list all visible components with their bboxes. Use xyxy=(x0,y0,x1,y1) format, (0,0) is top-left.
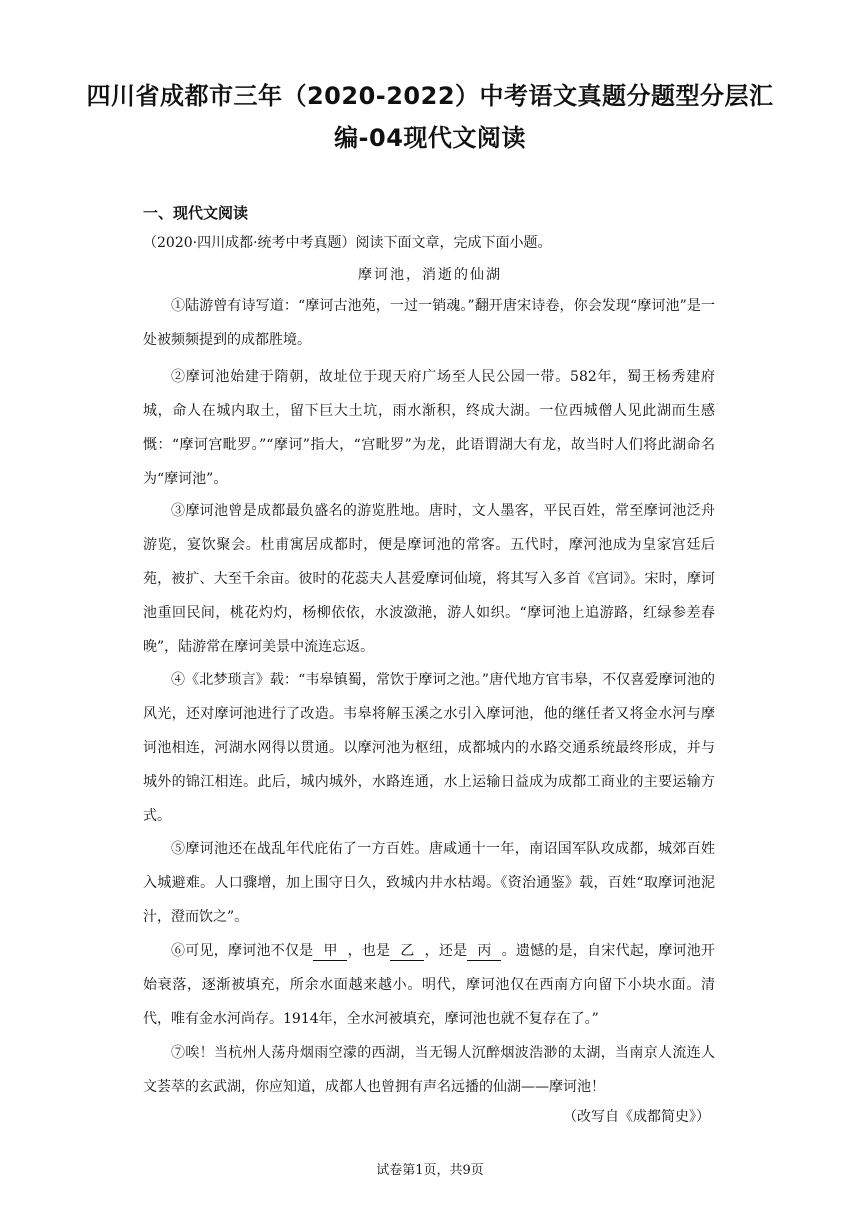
fill-blank-yi: 乙 xyxy=(390,942,424,961)
article-paragraph-7: ⑦唉！当杭州人荡舟烟雨空濛的西湖，当无锡人沉醉烟波浩渺的太湖，当南京人流连人文荟萃的玄武湖，你应知道，成都人也曾拥有声名远播的仙湖——摩诃池！ xyxy=(143,1045,715,1095)
paragraph-6-text-part-3: ，还是 xyxy=(424,943,468,959)
section-heading: 一、现代文阅读 xyxy=(143,204,249,222)
article-paragraph-4: ④《北梦琐言》载：“韦皋镇蜀，常饮于摩诃之池。”唐代地方官韦皋，不仅喜爱摩诃池的风光，还对摩诃池进行了改造。韦皋将解玉溪之水引入摩诃池，他的继任者又将金水河与摩诃池相连，河湖水网得以贯通。以摩河池为枢纽，成都城内的水路交通系统最终形成，并与城外的锦江相连。此后，城内城外，水路连通，水上运输日益成为成都工商业的主要运输方式。 xyxy=(143,672,715,824)
article-citation: （改写自《成都简史》） xyxy=(563,1109,710,1125)
paragraph-6-text-part-4: 。遗憾的是，自宋代起，摩诃池开始衰落，逐渐被填充，所余水面越来越小。明代，摩诃池仅在西南方向留下小块水面。清代，唯有金水河尚存。1914年，全水河被填充，摩诃池也就不复存在了。” xyxy=(143,943,716,1027)
article-paragraph-1: ①陆游曾有诗写道：“摩诃古池苑，一过一销魂。”翻开唐宋诗卷，你会发现“摩诃池”是一处被频频提到的成都胜境。 xyxy=(143,298,715,348)
article-title: 摩诃池，消逝的仙湖 xyxy=(358,267,502,283)
document-title-line-1: 四川省成都市三年（2020-2022）中考语文真题分题型分层汇 xyxy=(86,82,774,110)
article-paragraph-2: ②摩诃池始建于隋朝，故址位于现天府广场至人民公园一带。582年，蜀王杨秀建府城，命人在城内取土，留下巨大土坑，雨水渐积，终成大湖。一位西城僧人见此湖而生感慨：“摩诃宫毗罗。”“摩诃”指大，“宫毗罗”为龙，此语谓湖大有龙，故当时人们将此湖命名为“摩诃池”。 xyxy=(143,369,715,487)
question-source-line: （2020·四川成都·统考中考真题）阅读下面文章，完成下面小题。 xyxy=(143,235,552,251)
fill-blank-bing: 丙 xyxy=(467,942,501,961)
paragraph-6-text-part-1: ⑥可见，摩诃池不仅是 xyxy=(171,943,314,959)
article-paragraph-6 xyxy=(143,934,715,1036)
article-paragraph-5: ⑤摩诃池还在战乱年代庇佑了一方百姓。唐咸通十一年，南诏国军队攻成都，城郊百姓入城避难。人口骤增，加上围守日久，致城内井水枯竭。《资治通鉴》载，百姓“取摩诃池泥汁，澄而饮之”。 xyxy=(143,841,715,925)
paragraph-6-text-part-2: ，也是 xyxy=(347,943,391,959)
document-title-line-2: 编-04现代文阅读 xyxy=(334,124,526,152)
page-footer: 试卷第1页，共9页 xyxy=(376,1163,484,1178)
fill-blank-jia: 甲 xyxy=(313,942,347,961)
article-paragraph-3: ③摩诃池曾是成都最负盛名的游览胜地。唐时，文人墨客，平民百姓，常至摩诃池泛舟游览，宴饮聚会。杜甫寓居成都时，便是摩诃池的常客。五代时，摩河池成为皇家宫廷后苑，被扩、大至千余亩。彼时的花蕊夫人甚爱摩诃仙境，将其写入多首《宫词》。宋时，摩诃池重回民间，桃花灼灼，杨柳依依，水波潋滟，游人如织。“摩诃池上追游路，红绿参差春晚”，陆游常在摩诃美景中流连忘返。 xyxy=(143,503,715,655)
